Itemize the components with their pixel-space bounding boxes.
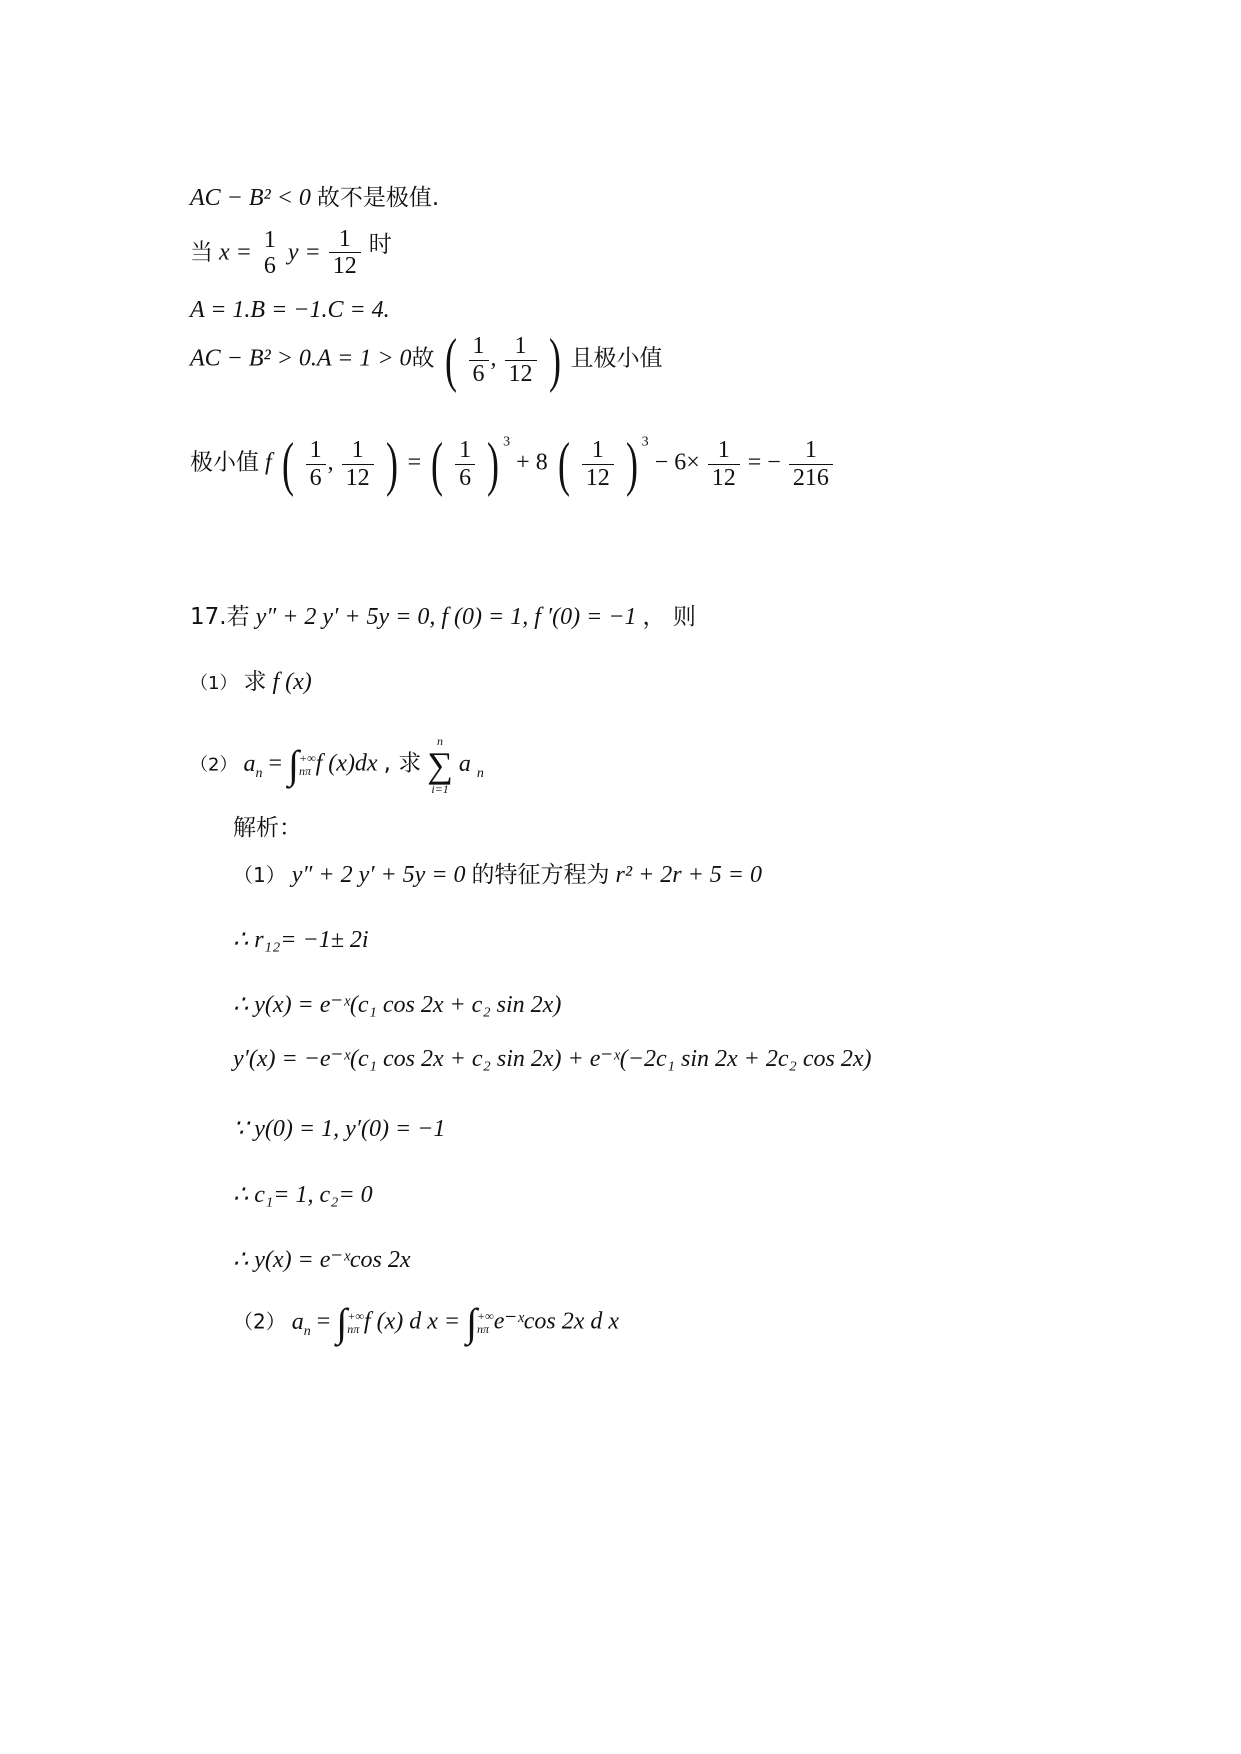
q-label: （1）: [190, 673, 238, 694]
problem-statement: [190, 605, 696, 629]
sum-term: [458, 750, 484, 781]
text: 故不是极值.: [316, 185, 440, 211]
left-paren: (: [281, 431, 294, 497]
numerator: 1: [455, 437, 475, 464]
lower-limit: nπ: [477, 1322, 490, 1336]
fraction-1: [469, 333, 489, 387]
integral-limits: [299, 752, 316, 778]
numerator: 1: [505, 333, 537, 360]
math-expression: AC − B² < 0: [190, 185, 311, 211]
minus-six: − 6×: [654, 449, 700, 476]
upper-limit: +∞: [477, 1308, 494, 1323]
solution-step-7: ∴ y(x) = e⁻ˣcos 2x: [233, 1247, 411, 1273]
denominator: 12: [508, 360, 533, 387]
integral-sign: ∫: [336, 1300, 348, 1345]
denominator: 216: [792, 464, 829, 491]
equals: =: [407, 449, 422, 476]
plus-eight: + 8: [516, 449, 548, 476]
numerator: 1: [789, 437, 833, 464]
q-text: 求: [243, 669, 267, 695]
fraction-1-12b: [582, 437, 614, 491]
s-label: （2）: [233, 1309, 286, 1334]
q-math: f (x): [272, 669, 312, 695]
integral-limits: [477, 1310, 494, 1336]
fraction-2: [505, 333, 537, 387]
upper-limit: +∞: [347, 1308, 364, 1323]
s-text: 的特征方程为: [471, 862, 610, 888]
text-minimum: 且极小值: [570, 345, 663, 372]
solution-step-6: ∴ c₁= 1, c₂= 0: [233, 1182, 373, 1208]
integrand: f (x)dx: [315, 750, 378, 777]
a-n: [243, 750, 263, 781]
ode-expression: y″ + 2 y′ + 5y = 0, f (0) = 1, f ′(0) = −1: [255, 604, 637, 630]
integrand: f (x) d x =: [363, 1308, 461, 1335]
s-label: （1）: [233, 863, 286, 887]
text-gu: 故: [411, 345, 435, 372]
fraction-1-216: [789, 437, 833, 491]
text-then: ， 则: [642, 604, 696, 630]
integral-sign: ∫: [466, 1300, 478, 1345]
problem-number: 17.若: [190, 604, 250, 630]
a-n: [291, 1308, 311, 1339]
equals: =: [268, 750, 282, 777]
a-symbol: a: [291, 1308, 304, 1335]
fraction-1-6b: [455, 437, 475, 491]
numerator: 1: [582, 437, 614, 464]
exponent: 3: [641, 434, 649, 450]
denominator: 6: [472, 360, 485, 387]
integral-sign: ∫: [288, 742, 299, 787]
subscript: n: [476, 765, 484, 781]
numerator: 1: [329, 226, 361, 253]
solution-step-1: [233, 863, 762, 887]
numerator: 1: [708, 437, 740, 464]
right-paren: ): [487, 431, 500, 497]
text-time: 时: [368, 231, 392, 258]
denominator: 6: [459, 464, 472, 491]
fraction-x: [260, 227, 280, 280]
left-paren: (: [431, 431, 444, 497]
line-minimum-point: AC − B² > 0.A = 1 > 0故 ( $\frac{1}{6}$ , $\frac{1}{12}$ ) 且极小值: [190, 327, 663, 393]
text-when: 当: [190, 239, 213, 266]
sum-lower: i=1: [431, 782, 449, 796]
subscript: n: [303, 1323, 311, 1339]
solution-step-4: y′(x) = −e⁻ˣ(c₁ cos 2x + c₂ sin 2x) + e⁻ˣ(−2c₁ sin 2x + 2c₂ cos 2x): [233, 1046, 872, 1072]
solution-step-2: ∴ r₁₂= −1± 2i: [233, 927, 369, 953]
denominator: 12: [585, 464, 610, 491]
function-f: f: [265, 449, 272, 476]
denominator: 6: [309, 464, 322, 491]
denominator: 12: [711, 464, 736, 491]
integral-limits: [347, 1310, 364, 1336]
solution-heading: 解析：: [233, 815, 302, 841]
exponent: 3: [503, 434, 511, 450]
summation: [427, 735, 453, 795]
math-expression: AC − B² > 0.A = 1 > 0: [190, 345, 412, 372]
sum-upper: n: [437, 734, 444, 748]
y-lhs: y =: [287, 239, 321, 266]
equals-negative: = −: [747, 449, 781, 476]
right-paren: ): [548, 327, 561, 393]
fraction-1-12: [342, 437, 374, 491]
numerator: 1: [342, 437, 374, 464]
line-minimum-value: 极小值 f ( $\frac{1}{6}$ , $\frac{1}{12}$ ) = ( $\frac{1}{6}$ ) $^3$ + 8 ( $\frac{1}{12}$ ) $^3$ − 6× $\frac{1}{12}$ = − $\frac{1}{216}$: [190, 434, 835, 494]
line-abc-values: [190, 298, 390, 322]
left-paren: (: [444, 327, 457, 393]
x-lhs: x =: [219, 239, 252, 266]
upper-limit: +∞: [298, 750, 316, 765]
math-expression: A = 1.B = −1.C = 4.: [190, 297, 390, 323]
char-equation: r² + 2r + 5 = 0: [615, 862, 762, 888]
fraction-1-6: [306, 437, 326, 491]
question-1: [190, 670, 312, 694]
integrand-rhs: e⁻ˣcos 2x d x: [493, 1308, 620, 1335]
text-find: , 求: [383, 750, 422, 777]
lower-limit: nπ: [347, 1322, 360, 1336]
a-symbol: a: [458, 750, 471, 777]
label: 极小值: [190, 449, 259, 476]
line-discriminant-negative: [190, 186, 439, 210]
question-2: [190, 735, 484, 795]
fraction-y: [329, 226, 361, 280]
left-paren: (: [557, 431, 570, 497]
q-label: （2）: [190, 754, 238, 776]
denominator: 12: [345, 464, 370, 491]
solution-step-3: ∴ y(x) = e⁻ˣ(c₁ cos 2x + c₂ sin 2x): [233, 992, 562, 1018]
denominator: 12: [332, 253, 357, 280]
fraction-1-12c: [708, 437, 740, 491]
numerator: 1: [263, 227, 276, 253]
equals: =: [316, 1308, 331, 1335]
right-paren: ): [385, 431, 398, 497]
solution-step-8: [233, 1300, 620, 1345]
ode-expression: y″ + 2 y′ + 5y = 0: [291, 862, 466, 888]
denominator: 6: [263, 253, 276, 280]
line-critical-point: [190, 226, 392, 280]
solution-step-5: ∵ y(0) = 1, y′(0) = −1: [233, 1116, 446, 1142]
sigma-icon: ∑: [427, 745, 453, 785]
lower-limit: nπ: [298, 764, 311, 778]
right-paren: ): [625, 431, 638, 497]
subscript: n: [255, 765, 263, 781]
numerator: 1: [469, 333, 489, 360]
numerator: 1: [306, 437, 326, 464]
a-symbol: a: [243, 750, 256, 777]
